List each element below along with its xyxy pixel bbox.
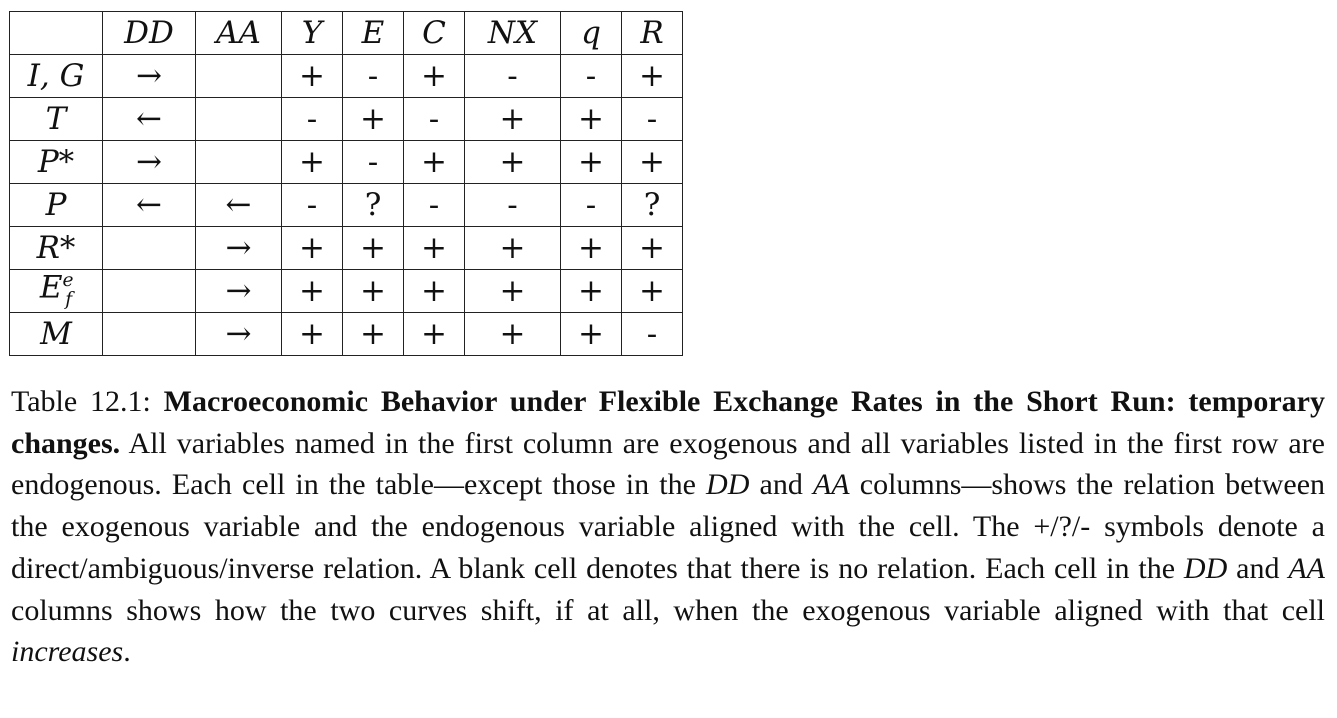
table-cell: + [465, 98, 561, 141]
table-cell: + [622, 55, 683, 98]
col-header-r: R [622, 12, 683, 55]
row-header-m: M [10, 313, 103, 356]
table-cell: + [282, 141, 343, 184]
col-header-aa: AA [196, 12, 282, 55]
caption-dd-2: DD [1183, 551, 1228, 585]
table-cell: + [561, 98, 622, 141]
row-header-efe-base: E [39, 269, 63, 306]
corner-cell [10, 12, 103, 55]
table-cell: + [622, 227, 683, 270]
table-cell: - [343, 55, 404, 98]
table-cell: + [404, 227, 465, 270]
table-cell: → [103, 55, 196, 98]
table-cell: + [404, 270, 465, 313]
col-header-dd: DD [103, 12, 196, 55]
table-cell: + [343, 227, 404, 270]
table-cell: - [404, 184, 465, 227]
table-cell: + [343, 313, 404, 356]
table-cell [196, 141, 282, 184]
table-cell: - [282, 98, 343, 141]
table-cell [103, 270, 196, 313]
col-header-nx: NX [465, 12, 561, 55]
header-row [10, 12, 683, 55]
table-cell [103, 313, 196, 356]
table-cell: + [465, 227, 561, 270]
table-row [10, 270, 683, 313]
table-cell: + [404, 141, 465, 184]
behavior-table [9, 11, 683, 356]
table-cell: - [465, 55, 561, 98]
table-cell: + [561, 313, 622, 356]
caption-label: Table 12.1: [11, 385, 151, 418]
table-cell: + [561, 270, 622, 313]
row-header-ig: I, G [10, 55, 103, 98]
table-cell: + [561, 227, 622, 270]
table-cell: ? [343, 184, 404, 227]
table-row [10, 55, 683, 98]
table-cell: + [465, 270, 561, 313]
table-cell: + [622, 270, 683, 313]
table-cell: + [282, 55, 343, 98]
caption-title: Macroeconomic Behavior under Flexible Exchange Rates in the Short Run: temporary changes. [11, 385, 1325, 460]
row-header-efe [10, 270, 103, 313]
table-cell: + [622, 141, 683, 184]
caption-body-3: columns shows how the two curves shift, if at all, when the exogenous variable aligned with that cell [11, 593, 1325, 627]
table-cell [196, 98, 282, 141]
table-cell: → [196, 270, 282, 313]
row-header-pstar: P* [10, 141, 103, 184]
caption-and-1: and [759, 468, 803, 502]
table-cell: + [561, 141, 622, 184]
caption-body-1: All variables named in the first column are exogenous and all variables listed in the first row are endogenous. Each cell in the table—except those in the [11, 426, 1325, 502]
table-cell: → [103, 141, 196, 184]
table-row [10, 184, 683, 227]
caption-aa-2: AA [1288, 551, 1326, 585]
caption-end: . [123, 635, 131, 669]
table-cell [196, 55, 282, 98]
table-row [10, 227, 683, 270]
col-header-q: q [561, 12, 622, 55]
row-header-efe-sub: f [65, 288, 73, 310]
table-cell: - [404, 98, 465, 141]
table-cell: - [561, 55, 622, 98]
col-header-e: E [343, 12, 404, 55]
table-cell: - [622, 98, 683, 141]
row-header-p: P [10, 184, 103, 227]
col-header-c: C [404, 12, 465, 55]
col-header-y: Y [282, 12, 343, 55]
table-cell: - [622, 313, 683, 356]
table-cell [103, 227, 196, 270]
table-cell: + [465, 313, 561, 356]
row-header-rstar: R* [10, 227, 103, 270]
table-cell: + [282, 227, 343, 270]
table-cell: - [343, 141, 404, 184]
table-cell: → [196, 313, 282, 356]
table-cell: + [343, 270, 404, 313]
table-cell: - [282, 184, 343, 227]
table-cell: ? [622, 184, 683, 227]
table-cell: + [282, 313, 343, 356]
caption-increases: increases [11, 635, 124, 669]
table-cell: + [404, 55, 465, 98]
caption-aa: AA [812, 468, 850, 502]
row-header-t: T [10, 98, 103, 141]
table-caption [11, 381, 1325, 673]
caption-dd: DD [706, 468, 750, 502]
table-cell: ← [103, 184, 196, 227]
row-header-efe-sup: e [62, 270, 74, 292]
caption-body-2: columns—shows the relation between the exogenous variable and the endogenous variable aligned with the cell. The +/?/- symbols denote a direct/ambiguous/inverse relation. A blank cell denotes that there is no relation. Each cell in the [11, 468, 1326, 585]
table-cell: + [404, 313, 465, 356]
table-cell: + [343, 98, 404, 141]
table-row [10, 98, 683, 141]
table-row [10, 141, 683, 184]
table-cell: ← [196, 184, 282, 227]
table-cell: - [465, 184, 561, 227]
table-cell: + [282, 270, 343, 313]
table-cell: ← [103, 98, 196, 141]
table-cell: + [465, 141, 561, 184]
table-cell: - [561, 184, 622, 227]
caption-and-2: and [1236, 551, 1280, 585]
table-row [10, 313, 683, 356]
table-cell: → [196, 227, 282, 270]
